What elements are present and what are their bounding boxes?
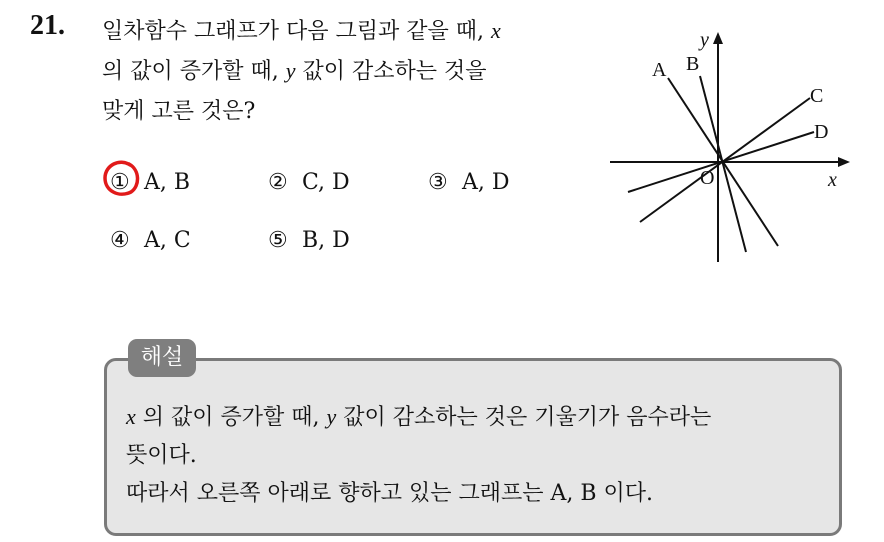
choice-number: ③ (428, 170, 448, 195)
question-number: 21. (30, 10, 65, 41)
variable-x: x (126, 404, 136, 429)
y-axis-label: y (700, 29, 709, 51)
choice-label: A, C (144, 228, 191, 253)
line-label-d: D (814, 121, 829, 143)
choice-number: ① (110, 170, 130, 195)
x-axis-arrow (838, 157, 850, 167)
choice-4[interactable] (110, 228, 191, 253)
variable-x: x (491, 18, 501, 43)
choice-label: A, B (144, 170, 191, 195)
linear-function-graph (600, 20, 860, 270)
choice-3[interactable] (428, 170, 510, 195)
choice-label: B, D (302, 228, 350, 253)
choice-number: ④ (110, 228, 130, 253)
explanation-tag: 해설 (128, 339, 196, 377)
line-label-a: A (652, 59, 667, 81)
choice-2[interactable] (268, 170, 350, 195)
origin-label: O (700, 167, 715, 189)
question-text: 값이 감소하는 것을 (295, 59, 487, 84)
choice-number: ⑤ (268, 228, 288, 253)
line-b (700, 76, 746, 252)
choice-1[interactable] (110, 170, 190, 195)
line-label-c: C (810, 85, 824, 107)
choice-label: C, D (302, 170, 350, 195)
question-text-line-2 (102, 54, 487, 85)
choice-number: ② (268, 170, 288, 195)
explanation-text: 값이 감소하는 것은 기울기가 음수라는 (336, 405, 712, 430)
explanation-text: 의 값이 증가할 때, (135, 405, 327, 430)
y-axis-arrow (713, 32, 723, 44)
question-text-line-3: 맞게 고른 것은? (102, 99, 256, 124)
explanation-box (104, 358, 842, 536)
x-axis-label: x (828, 169, 837, 191)
question-text-line-1 (102, 14, 501, 45)
variable-y: y (326, 404, 337, 429)
variable-y: y (285, 58, 296, 83)
choice-5[interactable] (268, 228, 350, 253)
choice-label: A, D (462, 170, 510, 195)
line-label-b: B (686, 53, 700, 75)
explanation-line-1 (126, 400, 711, 431)
explanation-line-2: 뜻이다. (126, 443, 197, 468)
question-text: 의 값이 증가할 때, (102, 59, 286, 84)
question-text: 일차함수 그래프가 다음 그림과 같을 때, (102, 19, 491, 44)
explanation-line-3: 따라서 오른쪽 아래로 향하고 있는 그래프는 A, B 이다. (126, 481, 654, 506)
